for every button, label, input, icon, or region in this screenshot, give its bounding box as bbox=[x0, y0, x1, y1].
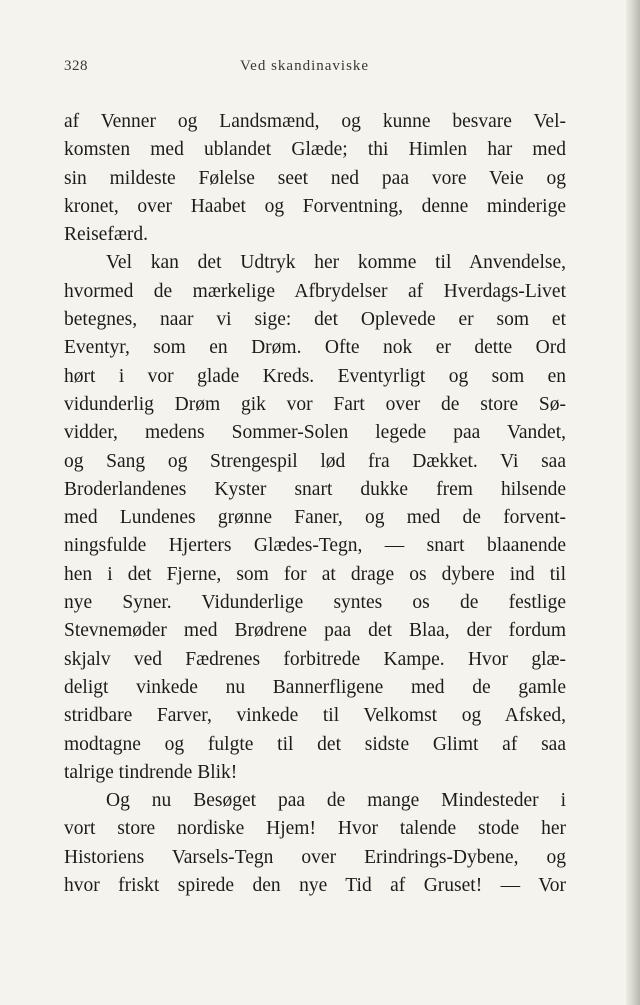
page-number: 328 bbox=[64, 58, 88, 74]
text-line: hvormed de mærkelige Afbrydelser af Hverdags-Livet bbox=[64, 280, 566, 302]
text-line: skjalv ved Fædrenes forbitrede Kampe. Hvor glæ- bbox=[64, 648, 566, 670]
running-title: Ved skandinaviske bbox=[240, 58, 370, 74]
text-line: nye Syner. Vidunderlige syntes os de festlige bbox=[64, 592, 566, 614]
text-line: talrige tindrende Blik! bbox=[64, 761, 238, 783]
text-line: Reisefærd. bbox=[64, 224, 148, 246]
text-line: og Sang og Strengespil lød fra Dækket. Vi saa bbox=[64, 450, 566, 472]
text-line: vidunderlig Drøm gik vor Fart over de store Sø- bbox=[64, 393, 566, 415]
text-line: modtagne og fulgte til det sidste Glimt af saa bbox=[64, 733, 566, 755]
text-line: hvor friskt spirede den nye Tid af Gruset! — Vor bbox=[64, 875, 566, 897]
text-line: med Lundenes grønne Faner, og med de forvent- bbox=[64, 507, 566, 529]
text-line: vidder, medens Sommer-Solen legede paa Vandet, bbox=[64, 422, 566, 444]
text-line: sin mildeste Følelse seet ned paa vore Veie og bbox=[64, 167, 566, 189]
text-line: stridbare Farver, vinkede til Velkomst og Afsked, bbox=[64, 705, 566, 727]
text-line: komsten med ublandet Glæde; thi Himlen har med bbox=[64, 139, 566, 161]
text-line: Historiens Varsels-Tegn over Erindrings-Dybene, og bbox=[64, 846, 566, 868]
text-line: kronet, over Haabet og Forventning, denne minderige bbox=[64, 195, 566, 217]
paragraph-start-line: Vel kan det Udtryk her komme til Anvendelse, bbox=[106, 252, 566, 274]
text-line: deligt vinkede nu Bannerfligene med de gamle bbox=[64, 676, 566, 698]
paragraph-start-line: Og nu Besøget paa de mange Mindesteder i bbox=[106, 790, 566, 812]
text-line: hen i det Fjerne, som for at drage os dybere ind til bbox=[64, 563, 566, 585]
text-line: betegnes, naar vi sige: det Oplevede er som et bbox=[64, 309, 566, 331]
text-line: ningsfulde Hjerters Glædes-Tegn, — snart blaanende bbox=[64, 535, 566, 557]
text-line: hørt i vor glade Kreds. Eventyrligt og som en bbox=[64, 365, 566, 387]
page-edge-shadow bbox=[626, 0, 640, 1005]
text-line: af Venner og Landsmænd, og kunne besvare Vel- bbox=[64, 111, 566, 132]
text-line: vort store nordiske Hjem! Hvor talende stode her bbox=[64, 818, 566, 840]
text-line: Broderlandenes Kyster snart dukke frem hilsende bbox=[64, 478, 566, 500]
text-line: Eventyr, som en Drøm. Ofte nok er dette Ord bbox=[64, 337, 566, 359]
text-line: Stevnemøder med Brødrene paa det Blaa, der fordum bbox=[64, 620, 566, 642]
body-text bbox=[64, 108, 566, 900]
page-header bbox=[64, 58, 566, 82]
